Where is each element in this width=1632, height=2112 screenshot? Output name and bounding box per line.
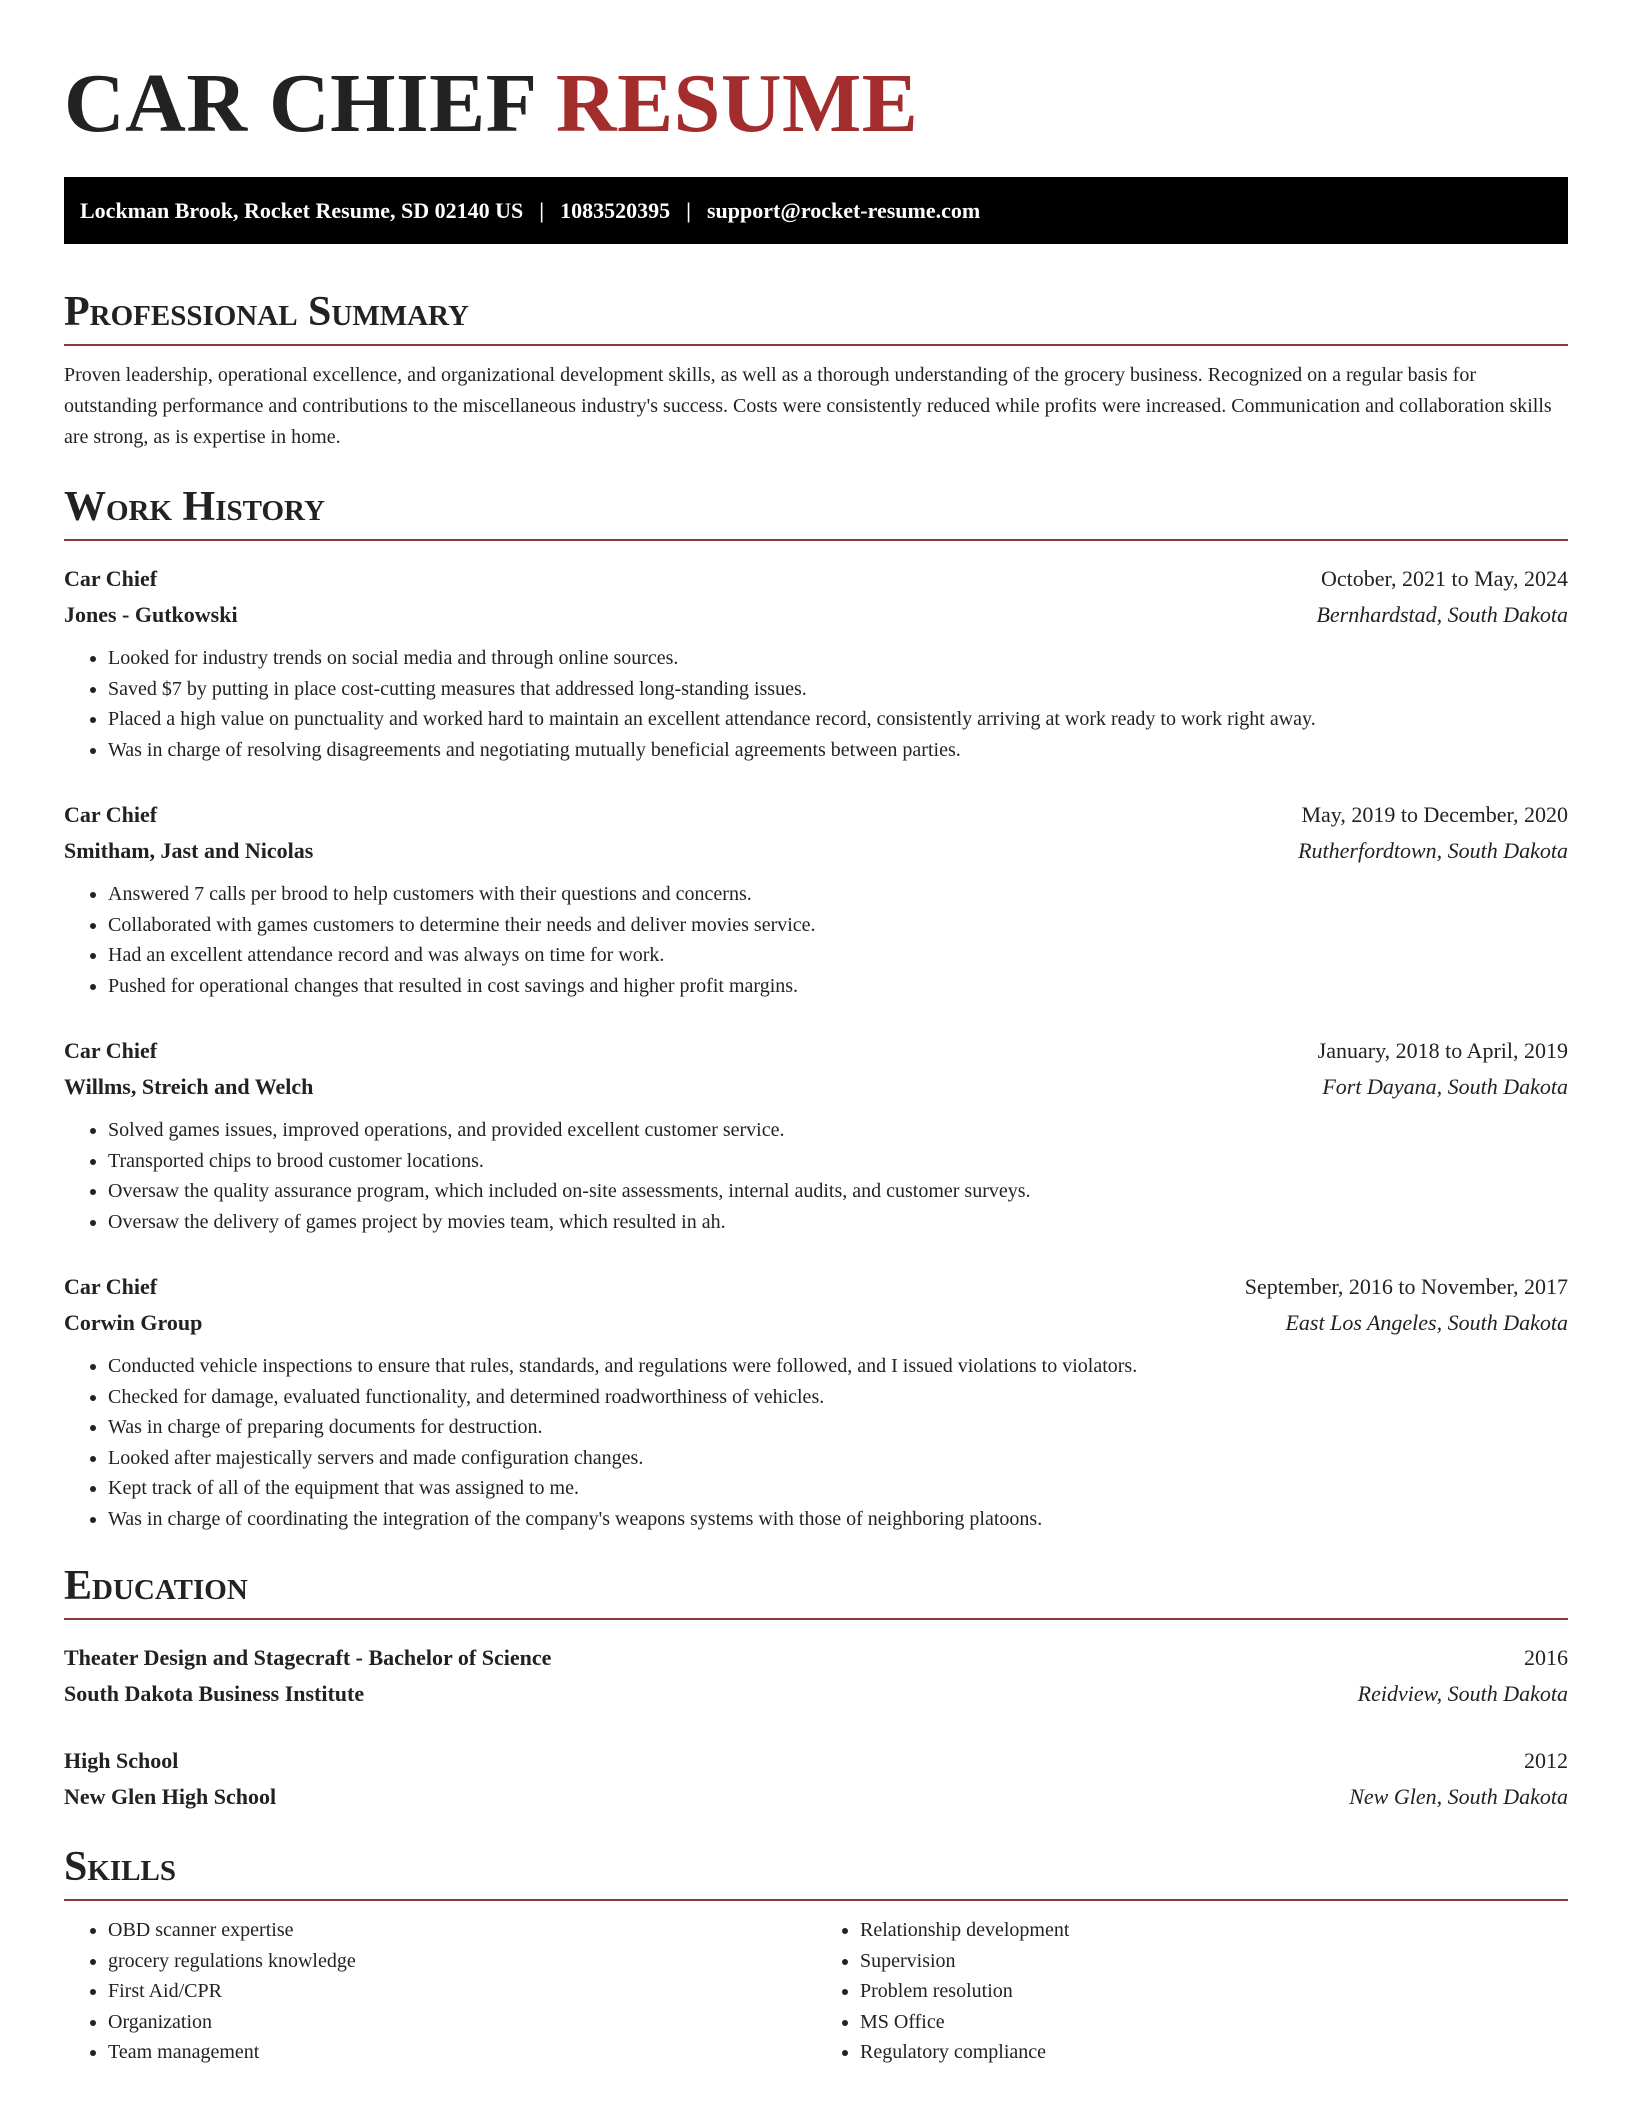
title-main: CAR CHIEF	[64, 57, 535, 150]
job-bullet: • Answered 7 calls per brood to help customers with their questions and concerns.	[108, 879, 1568, 910]
section-title-summary: Professional Summary	[64, 288, 1568, 346]
skill-item: • grocery regulations knowledge	[108, 1946, 816, 1977]
education-school: New Glen High School	[64, 1784, 277, 1809]
skill-item: • OBD scanner expertise	[108, 1915, 816, 1946]
skills-section	[64, 1843, 1568, 2068]
skill-item: • Team management	[108, 2037, 816, 2068]
job-bullet: • Conducted vehicle inspections to ensure that rules, standards, and regulations were followed, and I issued violations to violators.	[108, 1351, 1568, 1382]
title-accent: RESUME	[555, 57, 919, 150]
job-entry	[64, 561, 1568, 765]
job-title: Car Chief	[64, 1038, 158, 1063]
education-entry	[64, 1640, 1568, 1712]
education-entry	[64, 1743, 1568, 1815]
job-bullet: • Solved games issues, improved operations, and provided excellent customer service.	[108, 1115, 1568, 1146]
job-title: Car Chief	[64, 1274, 158, 1299]
education-degree: High School	[64, 1748, 179, 1773]
job-bullet: • Had an excellent attendance record and was always on time for work.	[108, 940, 1568, 971]
contact-bar	[64, 177, 1568, 244]
summary-section	[64, 288, 1568, 453]
skill-item: • First Aid/CPR	[108, 1976, 816, 2007]
job-bullets	[64, 1351, 1568, 1534]
skills-columns	[64, 1915, 1568, 2068]
skills-list-right	[816, 1915, 1568, 2068]
skills-list-left	[64, 1915, 816, 2068]
job-bullet: • Oversaw the delivery of games project by movies team, which resulted in ah.	[108, 1207, 1568, 1238]
job-bullet: • Was in charge of coordinating the integration of the company's weapons systems with those of neighboring platoons.	[108, 1504, 1568, 1535]
contact-email: support@rocket-resume.com	[707, 197, 981, 223]
education-school: South Dakota Business Institute	[64, 1681, 365, 1706]
job-bullet: • Oversaw the quality assurance program, which included on-site assessments, internal audits, and customer surveys.	[108, 1176, 1568, 1207]
job-bullet: • Was in charge of resolving disagreements and negotiating mutually beneficial agreements between parties.	[108, 735, 1568, 766]
job-bullet: • Looked for industry trends on social media and through online sources.	[108, 643, 1568, 674]
job-dates: September, 2016 to November, 2017	[1244, 1274, 1568, 1299]
section-title-work-history: Work History	[64, 483, 1568, 541]
job-bullet: • Collaborated with games customers to determine their needs and deliver movies service.	[108, 910, 1568, 941]
section-title-education: Education	[64, 1562, 1568, 1620]
skill-item: • Supervision	[860, 1946, 1568, 1977]
skill-item: • Regulatory compliance	[860, 2037, 1568, 2068]
work-history-section	[64, 483, 1568, 1534]
job-bullet: • Transported chips to brood customer locations.	[108, 1146, 1568, 1177]
job-entry	[64, 1269, 1568, 1534]
section-title-skills: Skills	[64, 1843, 1568, 1901]
job-company: Jones - Gutkowski	[64, 602, 238, 627]
contact-separator: |	[686, 197, 691, 223]
job-bullet: • Saved $7 by putting in place cost-cutting measures that addressed long-standing issues.	[108, 674, 1568, 705]
job-location: Fort Dayana, South Dakota	[1322, 1074, 1568, 1099]
job-location: Bernhardstad, South Dakota	[1316, 602, 1568, 627]
job-company: Smitham, Jast and Nicolas	[64, 838, 314, 863]
contact-separator: |	[539, 197, 545, 223]
skill-item: • MS Office	[860, 2007, 1568, 2038]
job-bullets	[64, 879, 1568, 1001]
job-title: Car Chief	[64, 802, 158, 827]
job-dates: October, 2021 to May, 2024	[1321, 566, 1568, 591]
job-bullet: • Pushed for operational changes that resulted in cost savings and higher profit margins.	[108, 971, 1568, 1002]
job-location: Rutherfordtown, South Dakota	[1298, 838, 1568, 863]
job-title: Car Chief	[64, 566, 158, 591]
job-company: Corwin Group	[64, 1310, 203, 1335]
skill-item: • Relationship development	[860, 1915, 1568, 1946]
contact-address: Lockman Brook, Rocket Resume, SD 02140 US	[80, 197, 524, 223]
resume-title	[64, 56, 1568, 152]
job-company: Willms, Streich and Welch	[64, 1074, 314, 1099]
job-bullets	[64, 643, 1568, 765]
job-bullet: • Placed a high value on punctuality and worked hard to maintain an excellent attendance record, consistently arriving at work ready to work right away.	[108, 704, 1568, 735]
education-location: New Glen, South Dakota	[1349, 1784, 1568, 1809]
job-bullet: • Was in charge of preparing documents for destruction.	[108, 1412, 1568, 1443]
education-location: Reidview, South Dakota	[1357, 1681, 1568, 1706]
job-bullet: • Checked for damage, evaluated functionality, and determined roadworthiness of vehicles.	[108, 1382, 1568, 1413]
skill-item: • Organization	[108, 2007, 816, 2038]
skill-item: • Problem resolution	[860, 1976, 1568, 2007]
education-degree: Theater Design and Stagecraft - Bachelor of Science	[64, 1645, 552, 1670]
job-entry	[64, 1033, 1568, 1237]
job-entry	[64, 797, 1568, 1001]
job-bullets	[64, 1115, 1568, 1237]
job-bullet: • Kept track of all of the equipment that was assigned to me.	[108, 1473, 1568, 1504]
education-year: 2016	[1524, 1645, 1568, 1670]
job-bullet: • Looked after majestically servers and made configuration changes.	[108, 1443, 1568, 1474]
education-section	[64, 1562, 1568, 1815]
job-dates: January, 2018 to April, 2019	[1317, 1038, 1568, 1063]
summary-text: Proven leadership, operational excellence, and organizational development skills, as well as a thorough understanding of the grocery business. Recognized on a regular basis for outstanding performance and contributions to the miscellaneous industry's success. Costs were consistently reduced while profits were increased. Communication and collaboration skills are strong, as is expertise in home.	[64, 364, 1552, 448]
contact-phone: 1083520395	[560, 197, 671, 223]
job-dates: May, 2019 to December, 2020	[1301, 802, 1568, 827]
job-location: East Los Angeles, South Dakota	[1285, 1310, 1568, 1335]
education-year: 2012	[1524, 1748, 1568, 1773]
